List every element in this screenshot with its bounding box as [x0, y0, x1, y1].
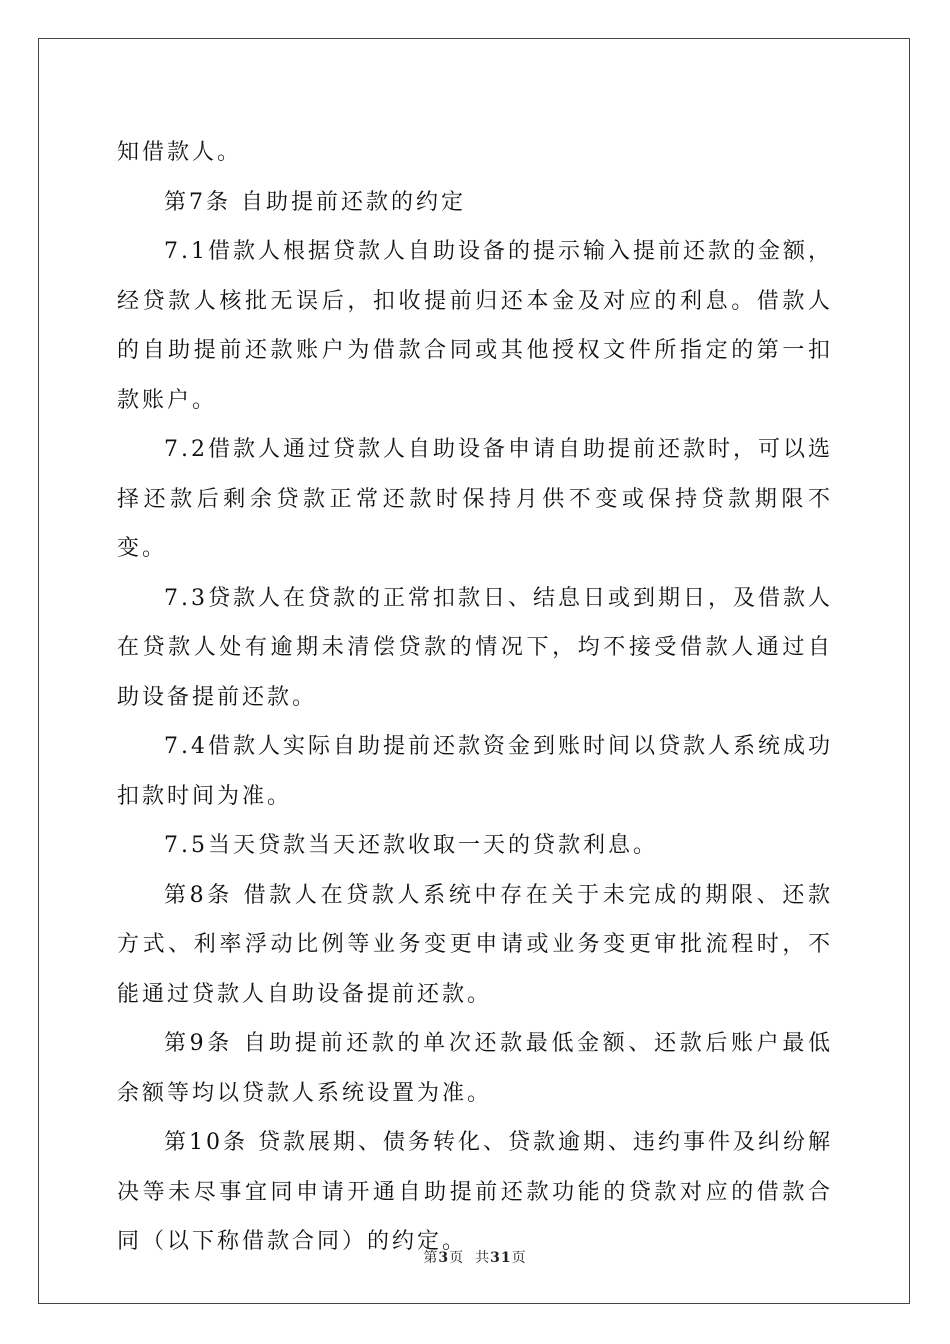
paragraph-7-5: 7.5当天贷款当天还款收取一天的贷款利息。	[164, 833, 658, 858]
document-body	[117, 128, 833, 1267]
footer-middle: 页 共	[449, 1250, 491, 1266]
paragraph-7-2: 7.2借款人通过贷款人自助设备申请自助提前还款时，可以选择还款后剩余贷款正常还款时保持月供不变或保持贷款期限不变。	[117, 437, 833, 561]
paragraph-7-3: 7.3贷款人在贷款的正常扣款日、结息日或到期日，及借款人在贷款人处有逾期未清偿贷款的情况下，均不接受借款人通过自助设备提前还款。	[117, 585, 833, 710]
page-footer	[0, 1247, 950, 1267]
paragraph-article-7-heading: 第7条 自助提前还款的约定	[164, 189, 466, 215]
footer-suffix: 页	[511, 1250, 527, 1266]
paragraph-article-9: 第9条 自助提前还款的单次还款最低金额、还款后账户最低余额等均以贷款人系统设置为准。	[117, 1031, 833, 1106]
paragraph-7-4: 7.4借款人实际自助提前还款资金到账时间以贷款人系统成功扣款时间为准。	[117, 734, 833, 809]
paragraph-0: 知借款人。	[117, 140, 243, 165]
footer-prefix: 第	[423, 1250, 439, 1266]
paragraph-article-10: 第10条 贷款展期、债务转化、贷款逾期、违约事件及纠纷解决等未尽事宜同申请开通自助提前还款功能的贷款对应的借款合同（以下称借款合同）的约定。	[117, 1130, 833, 1254]
footer-current-page: 3	[438, 1250, 450, 1266]
paragraph-7-1: 7.1借款人根据贷款人自助设备的提示输入提前还款的金额，经贷款人核批无误后，扣收提前归还本金及对应的利息。借款人的自助提前还款账户为借款合同或其他授权文件所指定的第一扣款账户。	[117, 239, 833, 413]
paragraph-article-8: 第8条 借款人在贷款人系统中存在关于未完成的期限、还款方式、利率浮动比例等业务变更申请或业务变更审批流程时，不能通过贷款人自助设备提前还款。	[117, 882, 833, 1007]
footer-total-pages: 31	[490, 1250, 512, 1266]
